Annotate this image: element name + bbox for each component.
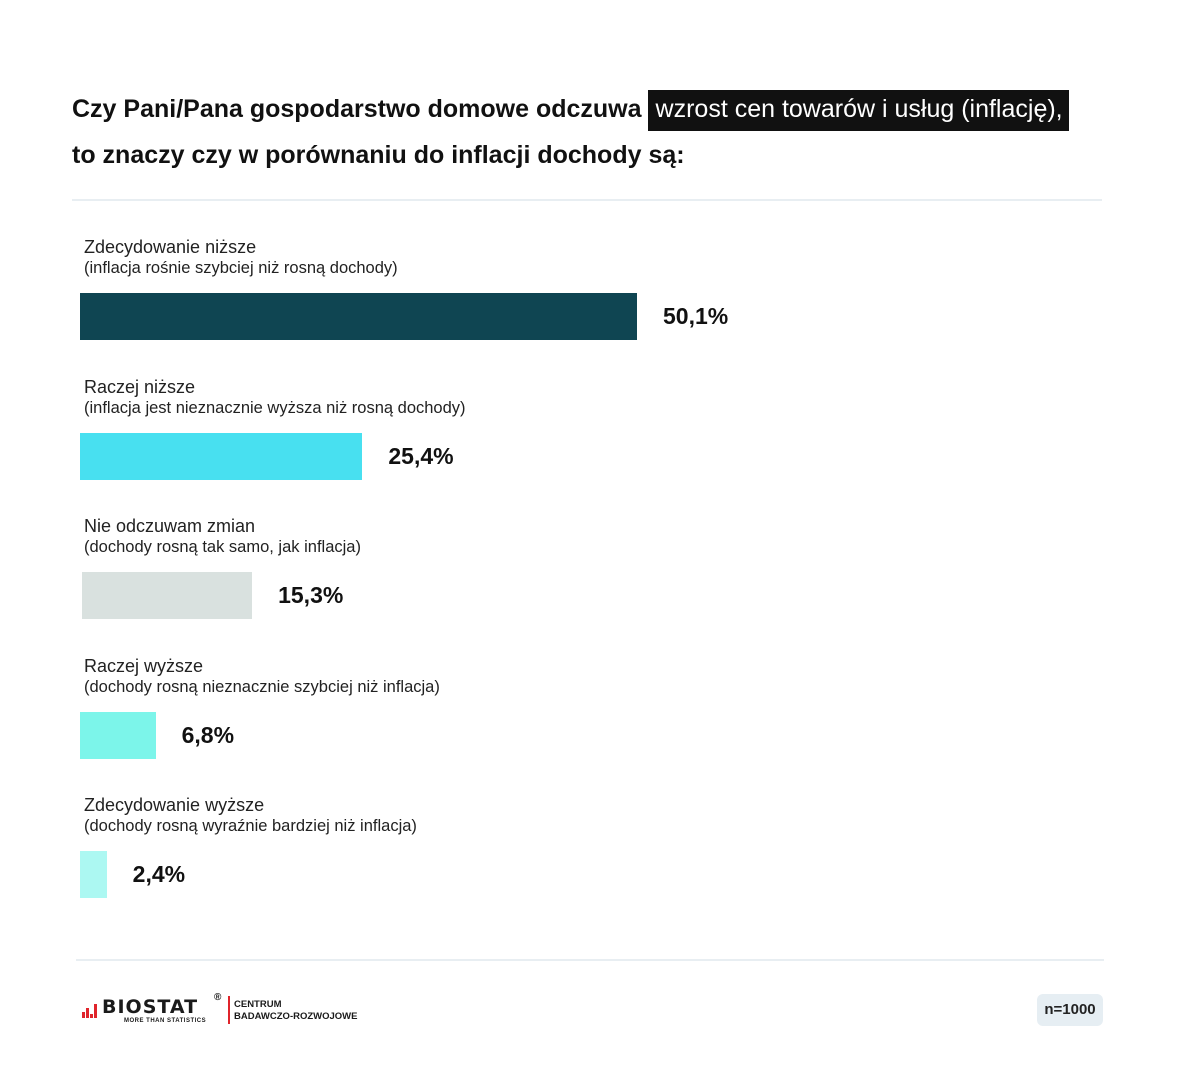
logo-sub-line1: CENTRUM xyxy=(234,999,282,1010)
bar-zdecydowanie-nizsze xyxy=(80,293,637,340)
title-highlight: wzrost cen towarów i usług (inflację), xyxy=(648,90,1069,131)
value-label: 2,4% xyxy=(132,861,186,887)
category-sublabel: (dochody rosną tak samo, jak inflacja) xyxy=(84,538,361,556)
category-sublabel: (inflacja jest nieznacznie wyższa niż rosną dochody) xyxy=(84,398,466,417)
category-sublabel: (dochody rosną nieznacznie szybciej niż inflacja) xyxy=(84,677,440,696)
category-label: Zdecydowanie wyższe xyxy=(84,795,265,815)
logo-sub-line2: BADAWCZO-ROZWOJOWE xyxy=(234,1011,358,1022)
bar-row xyxy=(80,795,1080,925)
value-label: 15,3% xyxy=(278,582,344,608)
category-label: Raczej wyższe xyxy=(84,655,204,676)
bar-row xyxy=(80,516,1080,646)
logo-tagline: MORE THAN STATISTICS xyxy=(124,1018,207,1024)
category-label: Raczej niższe xyxy=(84,376,196,397)
biostat-logo xyxy=(82,992,372,1026)
sample-size-badge: n=1000 xyxy=(1037,994,1103,1026)
value-label: 50,1% xyxy=(663,303,729,329)
category-label: Nie odczuwam zmian xyxy=(84,516,256,536)
bar-chart-icon xyxy=(82,1002,98,1018)
value-label: 6,8% xyxy=(181,721,235,748)
bar-row xyxy=(80,237,1080,367)
top-divider xyxy=(72,199,1102,201)
value-label: 25,4% xyxy=(388,442,454,469)
logo-name: BIOSTAT xyxy=(102,996,199,1018)
logo-subtitle xyxy=(234,999,358,1023)
logo-separator xyxy=(228,996,230,1024)
bar-raczej-nizsze xyxy=(80,433,362,480)
bar-zdecydowanie-wyzsze xyxy=(80,851,107,898)
chart-title xyxy=(72,86,1152,178)
category-sublabel: (inflacja rośnie szybciej niż rosną dochody) xyxy=(84,259,398,277)
category-sublabel: (dochody rosną wyraźnie bardziej niż inflacja) xyxy=(84,817,417,835)
bottom-divider xyxy=(76,959,1104,961)
title-part2: to znaczy czy w porównaniu do inflacji dochody są: xyxy=(72,141,685,169)
bar-raczej-wyzsze xyxy=(80,712,156,759)
bar-row xyxy=(80,377,1080,507)
bar-row xyxy=(80,656,1080,786)
category-label: Zdecydowanie niższe xyxy=(84,237,257,257)
bar-nie-odczuwam-zmian xyxy=(82,572,252,619)
title-part1: Czy Pani/Pana gospodarstwo domowe odczuwa xyxy=(72,95,642,123)
logo-registered: ® xyxy=(214,992,222,1003)
